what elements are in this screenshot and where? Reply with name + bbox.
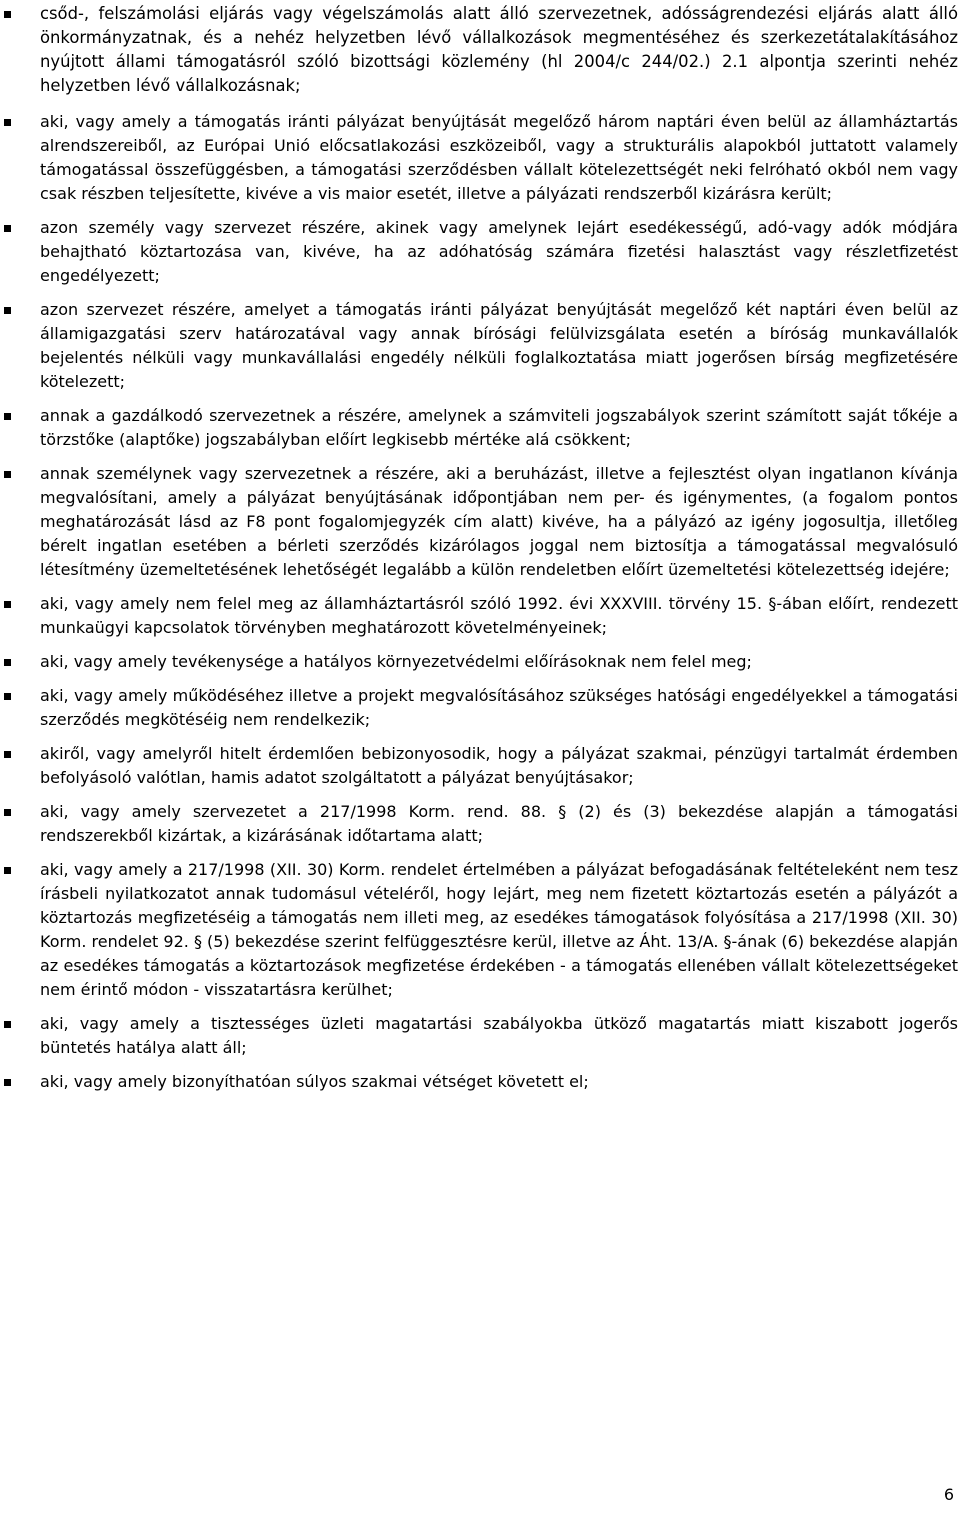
square-bullet-icon xyxy=(4,307,11,314)
square-bullet-icon xyxy=(4,751,11,758)
list-item xyxy=(0,650,958,674)
list-item xyxy=(0,1012,958,1060)
square-bullet-icon xyxy=(4,809,11,816)
list-item-text: aki, vagy amely működéséhez illetve a projekt megvalósításához szükséges hatósági engedélyekkel a támogatási szerződés megkötéséig nem rendelkezik; xyxy=(40,686,958,729)
square-bullet-icon xyxy=(4,601,11,608)
exclusion-criteria-list xyxy=(0,2,958,1104)
list-item xyxy=(0,404,958,452)
list-item xyxy=(0,110,958,206)
list-item-text: aki, vagy amely a tisztességes üzleti magatartási szabályokba ütköző magatartás miatt kiszabott jogerős büntetés hatálya alatt áll; xyxy=(40,1014,958,1057)
list-item-text: azon személy vagy szervezet részére, akinek vagy amelynek lejárt esedékességű, adó-vagy adók módjára behajtható köztartozása van, kivéve, ha az adóhatóság számára fizetési halasztást vagy részletfizetést engedélyezett; xyxy=(40,218,958,285)
list-item-text: aki, vagy amely nem felel meg az államháztartásról szóló 1992. évi XXXVIII. törvény 15. §-ában előírt, rendezett munkaügyi kapcsolatok törvényben meghatározott követelményeinek; xyxy=(40,594,958,637)
square-bullet-icon xyxy=(4,1021,11,1028)
square-bullet-icon xyxy=(4,867,11,874)
list-item-text: annak személynek vagy szervezetnek a részére, aki a beruházást, illetve a fejlesztést olyan ingatlanon kívánja megvalósítani, amely a pályázat benyújtásának időpontjában nem per- és igénymentes, (a fogalom pontos meghatározását lásd az F8 pont fogalomjegyzék cím alatt) kivéve, ha a pályázó az igény jogosultja, illetőleg bérelt ingatlan esetében a bérleti szerződés kizárólagos joggal nem biztosítja a támogatással megvalósuló létesítmény üzemeltetésének lehetőségét legalább a külön rendeletben előírt üzemeltetési kötelezettség idejére; xyxy=(40,464,958,579)
list-item xyxy=(0,462,958,582)
list-item xyxy=(0,2,958,98)
page-number: 6 xyxy=(943,1485,954,1504)
square-bullet-icon xyxy=(4,225,11,232)
list-item-text: akiről, vagy amelyről hitelt érdemlően bebizonyosodik, hogy a pályázat szakmai, pénzügyi tartalmát érdemben befolyásoló valótlan, hamis adatot szolgáltatott a pályázat benyújtásakor; xyxy=(40,744,958,787)
square-bullet-icon xyxy=(4,471,11,478)
square-bullet-icon xyxy=(4,11,11,18)
list-item xyxy=(0,742,958,790)
list-item-text: annak a gazdálkodó szervezetnek a részére, amelynek a számviteli jogszabályok szerint számított saját tőkéje a törzstőke (alaptőke) jogszabályban előírt legkisebb mértéke alá csökkent; xyxy=(40,406,958,449)
list-item xyxy=(0,858,958,1002)
list-item-text: aki, vagy amely a támogatás iránti pályázat benyújtását megelőző három naptári éven belül az államháztartás alrendszereiből, az Európai Unió előcsatlakozási eszközeiből, vagy a strukturális alapokból juttatott valamely támogatással összefüggésben, a támogatási szerződésben vállalt kötelezettségét neki felróható okból nem vagy csak részben teljesítette, kivéve a vis maior esetét, illetve a pályázati rendszerből kizárásra került; xyxy=(40,112,958,203)
square-bullet-icon xyxy=(4,119,11,126)
list-item xyxy=(0,592,958,640)
list-item-text: aki, vagy amely a 217/1998 (XII. 30) Korm. rendelet értelmében a pályázat befogadásának feltételeként nem tesz írásbeli nyilatkozatot annak tudomásul vételéről, hogy lejárt, meg nem fizetett köztartozás esetén a pályázót a köztartozás megfizetéséig a támogatás nem illeti meg, az esedékes támogatások folyósítása a 217/1998 (XII. 30) Korm. rendelet 92. § (5) bekezdése szerint felfüggesztésre kerül, illetve az Áht. 13/A. §-ának (6) bekezdése alapján az esedékes támogatás a köztartozások megfizetése érdekében - a támogatás ellenében vállalt kötelezettségeket nem érintő módon - visszatartásra kerülhet; xyxy=(40,860,958,999)
list-item-text: aki, vagy amely bizonyíthatóan súlyos szakmai vétséget követett el; xyxy=(40,1072,589,1091)
list-item xyxy=(0,1070,958,1094)
list-item xyxy=(0,298,958,394)
square-bullet-icon xyxy=(4,413,11,420)
square-bullet-icon xyxy=(4,693,11,700)
list-item xyxy=(0,800,958,848)
square-bullet-icon xyxy=(4,659,11,666)
list-item xyxy=(0,216,958,288)
list-item-text: aki, vagy amely szervezetet a 217/1998 Korm. rend. 88. § (2) és (3) bekezdése alapján a támogatási rendszerekből kizártak, a kizárásának időtartama alatt; xyxy=(40,802,958,845)
list-item-text: azon szervezet részére, amelyet a támogatás iránti pályázat benyújtását megelőző két naptári éven belül az államigazgatási szerv határozatával vagy annak bírósági felülvizsgálata esetén a bíróság munkavállalók bejelentés nélküli vagy munkavállalási engedély nélküli foglalkoztatása miatt jogerősen bírság megfizetésére kötelezett; xyxy=(40,300,958,391)
square-bullet-icon xyxy=(4,1079,11,1086)
list-item-text: aki, vagy amely tevékenysége a hatályos környezetvédelmi előírásoknak nem felel meg; xyxy=(40,652,752,671)
list-item xyxy=(0,684,958,732)
list-item-text: csőd-, felszámolási eljárás vagy végelszámolás alatt álló szervezetnek, adósságrendezési eljárás alatt álló önkormányzatnak, és a nehéz helyzetben lévő vállalkozások megmentéséhez és szerkezetátalakításához nyújtott állami támogatásról szóló bizottsági közlemény (hl 2004/c 244/02.) 2.1 alpontja szerinti nehéz helyzetben lévő vállalkozásnak; xyxy=(40,4,958,95)
